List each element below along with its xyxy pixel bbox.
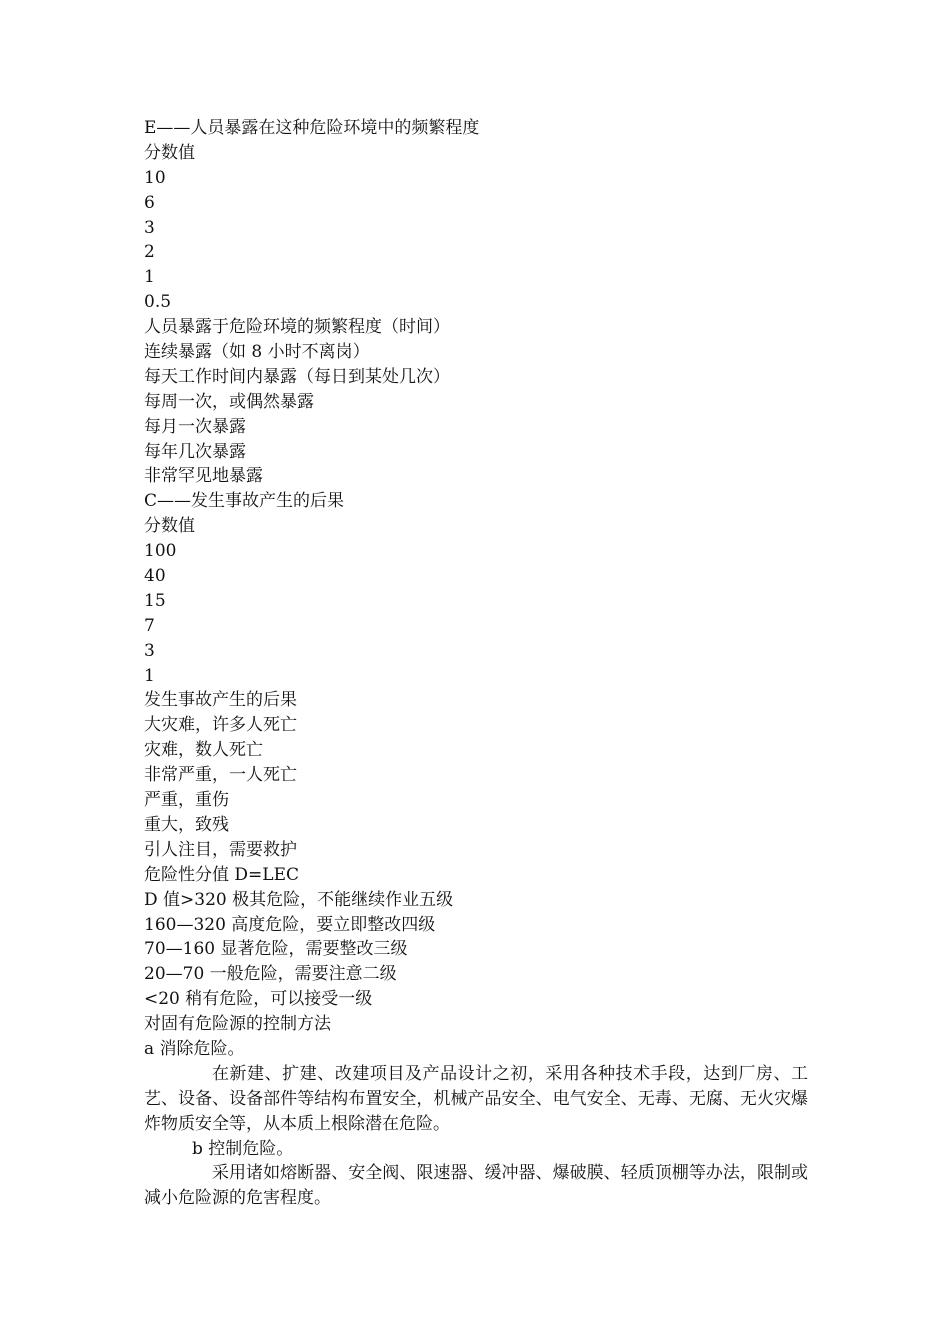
e-score: 6 <box>144 192 155 213</box>
control-title: 对固有危险源的控制方法 <box>144 1014 331 1035</box>
e-score: 3 <box>144 217 155 238</box>
e-description: 每年几次暴露 <box>144 441 246 462</box>
control-a-text: 在新建、扩建、改建项目及产品设计之初，采用各种技术手段，达到厂房、工艺、设备、设备部件等结构布置安全，机械产品安全、电气安全、无毒、无腐、无火灾爆炸物质安全等，从本质上根除潜在危险。 <box>144 1063 808 1134</box>
c-section-title: C——发生事故产生的后果 <box>144 491 345 512</box>
control-b-text: 采用诸如熔断器、安全阀、限速器、缓冲器、爆破膜、轻质顶棚等办法，限制或减小危险源的危害程度。 <box>144 1163 808 1209</box>
control-b-title: b 控制危险。 <box>192 1138 294 1159</box>
d-level: 160—320 高度危险，要立即整改四级 <box>144 914 436 935</box>
e-score: 2 <box>144 242 155 263</box>
c-description: 严重，重伤 <box>144 790 229 811</box>
e-score: 1 <box>144 267 155 288</box>
d-level: <20 稍有危险，可以接受一级 <box>144 989 373 1010</box>
c-description: 重大，致残 <box>144 814 229 835</box>
c-score: 100 <box>144 541 177 562</box>
e-score: 0.5 <box>144 292 172 313</box>
c-score: 3 <box>144 640 155 661</box>
c-score-header: 分数值 <box>144 516 195 537</box>
d-level: 70—160 显著危险，需要整改三级 <box>144 939 408 960</box>
d-section-title: 危险性分值 D=LEC <box>144 864 299 885</box>
c-description: 非常严重，一人死亡 <box>144 765 297 786</box>
c-description: 引人注目，需要救护 <box>144 839 297 860</box>
e-description: 每天工作时间内暴露（每日到某处几次） <box>144 366 450 387</box>
c-score: 7 <box>144 615 155 636</box>
d-level: 20—70 一般危险，需要注意二级 <box>144 964 397 985</box>
c-description: 灾难，数人死亡 <box>144 740 263 761</box>
c-description: 大灾难，许多人死亡 <box>144 715 297 736</box>
e-score-header: 分数值 <box>144 142 195 163</box>
e-score: 10 <box>144 167 166 188</box>
e-desc-header: 人员暴露于危险环境的频繁程度（时间） <box>144 317 450 338</box>
d-level: D 值>320 极其危险，不能继续作业五级 <box>144 889 454 910</box>
e-description: 每周一次，或偶然暴露 <box>144 391 314 412</box>
c-score: 1 <box>144 665 155 686</box>
e-description: 非常罕见地暴露 <box>144 466 263 487</box>
c-score: 15 <box>144 590 166 611</box>
e-description: 每月一次暴露 <box>144 416 246 437</box>
c-desc-header: 发生事故产生的后果 <box>144 690 297 711</box>
control-a-title: a 消除危险。 <box>144 1038 245 1059</box>
c-score: 40 <box>144 566 166 587</box>
e-section-title: E——人员暴露在这种危险环境中的频繁程度 <box>144 118 480 138</box>
document-page <box>144 116 808 1211</box>
e-description: 连续暴露（如 8 小时不离岗） <box>144 342 370 363</box>
